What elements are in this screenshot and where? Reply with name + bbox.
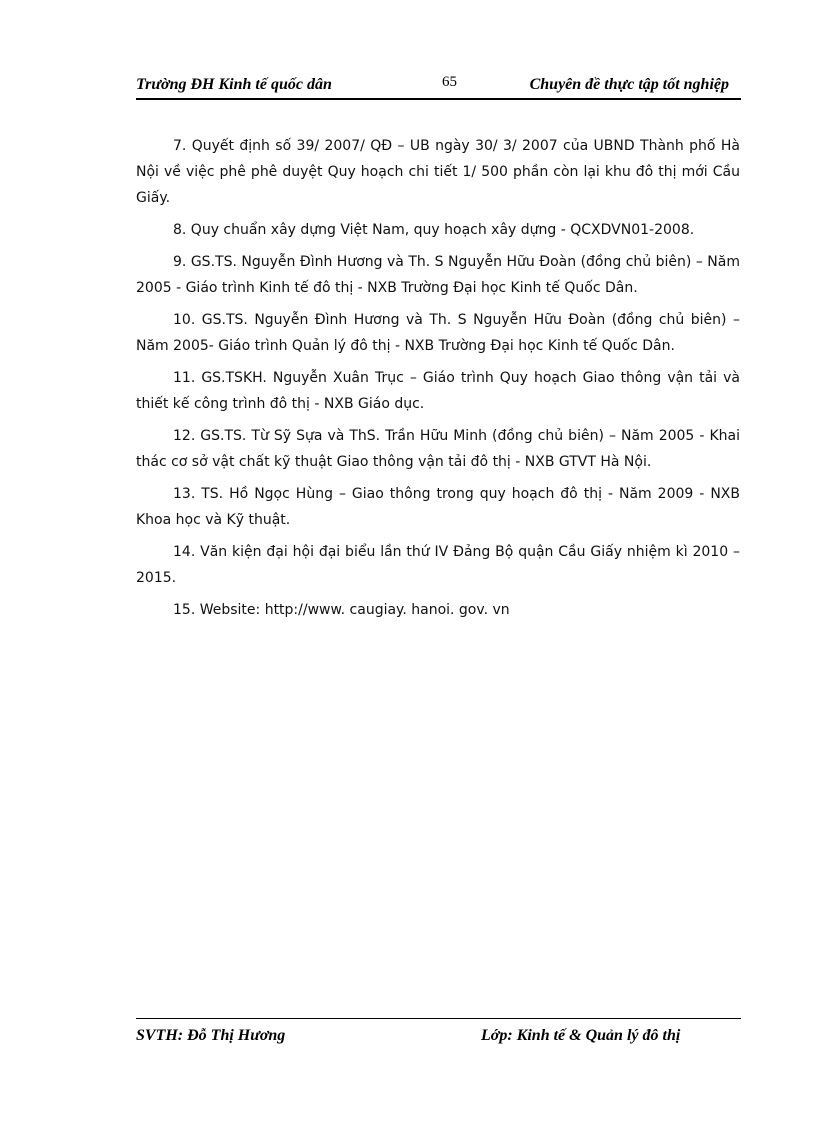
reference-item-11: 11. GS.TSKH. Nguyễn Xuân Trục – Giáo trình Quy hoạch Giao thông vận tải và thiết kế công trình đô thị - NXB Giáo dục. xyxy=(136,370,740,412)
reference-item-14: 14. Văn kiện đại hội đại biểu lần thứ IV Đảng Bộ quận Cầu Giấy nhiệm kì 2010 – 2015. xyxy=(136,544,740,586)
header-divider xyxy=(136,98,741,100)
reference-item-12: 12. GS.TS. Từ Sỹ Sựa và ThS. Trần Hữu Minh (đồng chủ biên) – Năm 2005 - Khai thác cơ sở vật chất kỹ thuật Giao thông vận tải đô thị - NXB GTVT Hà Nội. xyxy=(136,428,740,470)
header-university: Trường ĐH Kinh tế quốc dân xyxy=(136,76,332,93)
reference-list xyxy=(136,133,740,629)
page-header xyxy=(136,72,741,100)
reference-item-15: 15. Website: http://www. caugiay. hanoi. gov. vn xyxy=(173,602,510,618)
reference-item-8: 8. Quy chuẩn xây dựng Việt Nam, quy hoạch xây dựng - QCXDVN01-2008. xyxy=(173,222,695,238)
footer-student: SVTH: Đỗ Thị Hương xyxy=(136,1027,286,1044)
reference-item-7: 7. Quyết định số 39/ 2007/ QĐ – UB ngày 30/ 3/ 2007 của UBND Thành phố Hà Nội về việc phê phê duyệt Quy hoạch chi tiết 1/ 500 phần còn lại khu đô thị mới Cầu Giấy. xyxy=(136,138,740,206)
footer-divider xyxy=(136,1018,741,1019)
footer-class: Lớp: Kinh tế & Quản lý đô thị xyxy=(481,1027,681,1044)
header-report-type: Chuyên đề thực tập tốt nghiệp xyxy=(529,76,729,93)
reference-item-9: 9. GS.TS. Nguyễn Đình Hương và Th. S Nguyễn Hữu Đoàn (đồng chủ biên) – Năm 2005 - Giáo trình Kinh tế đô thị - NXB Trường Đại học Kinh tế Quốc Dân. xyxy=(136,254,740,296)
page-number: 65 xyxy=(442,74,457,90)
reference-item-10: 10. GS.TS. Nguyễn Đình Hương và Th. S Nguyễn Hữu Đoàn (đồng chủ biên) – Năm 2005- Giáo trình Quản lý đô thị - NXB Trường Đại học Kinh tế Quốc Dân. xyxy=(136,312,740,354)
reference-item-13: 13. TS. Hồ Ngọc Hùng – Giao thông trong quy hoạch đô thị - Năm 2009 - NXB Khoa học và Kỹ thuật. xyxy=(136,486,740,528)
